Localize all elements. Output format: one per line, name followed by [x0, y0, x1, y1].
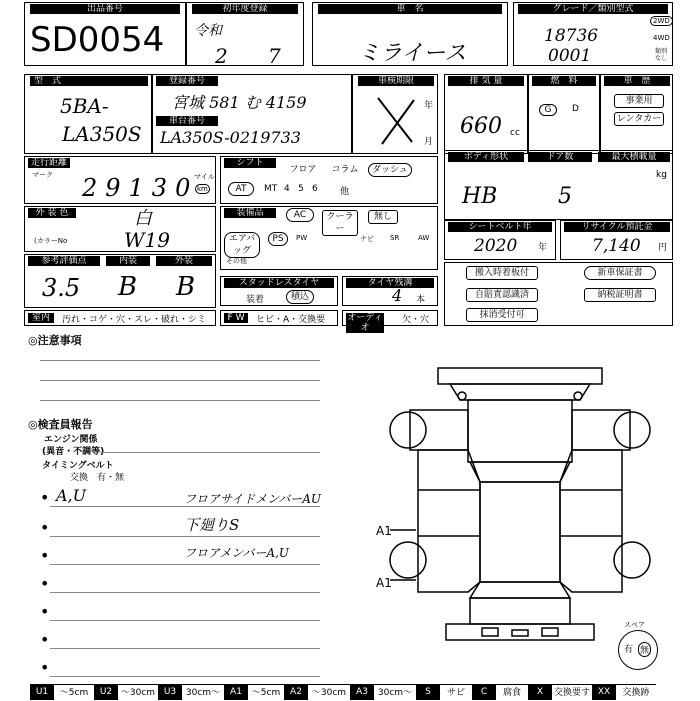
- legend-value: 交換跡: [616, 684, 656, 700]
- doc-insurance: 自賠責認識済: [466, 288, 538, 302]
- tread-label: タイヤ残溝: [346, 278, 434, 288]
- legend-key: S: [416, 684, 440, 700]
- shift-other: 他: [340, 187, 350, 197]
- legend-key: U1: [30, 684, 54, 700]
- doc-plate: 搬入時着板付: [466, 266, 538, 280]
- fw-label: F W: [224, 313, 248, 323]
- reg-value: 宮城 581 む 4159: [172, 93, 307, 112]
- first-reg-month: 7: [268, 44, 281, 68]
- studless-loaded: 積込: [286, 290, 314, 304]
- equip-ac: AC: [286, 208, 314, 222]
- eval-label: 参考評価点: [28, 256, 100, 266]
- first-reg-year: 2: [215, 44, 228, 68]
- legend-key: X: [528, 684, 552, 700]
- report-engine-sub: (異音・不調等): [42, 447, 105, 457]
- chassis-label: 車台番号: [156, 116, 218, 126]
- legend-value: サビ: [440, 684, 472, 700]
- report-timing-sub: 交換 有・無: [70, 473, 125, 483]
- displacement-value: 660: [460, 114, 502, 139]
- inspection-label: 車検期限: [358, 76, 434, 86]
- room-items: 汚れ・コゲ・穴・スレ・破れ・シミ: [62, 315, 207, 325]
- recycle-value: 7,140: [592, 236, 641, 256]
- report-label: ◎検査員報告: [28, 418, 93, 431]
- shift-6: 6: [312, 184, 318, 194]
- shift-mt: MT: [264, 184, 278, 194]
- legend-value: 腐食: [496, 684, 528, 700]
- equip-none: 無し: [368, 210, 398, 224]
- fuel-g: G: [539, 104, 557, 116]
- legend-value: 〜5cm: [54, 684, 94, 700]
- recycle-label: リサイクル預託金: [564, 222, 670, 232]
- legend-key: A2: [284, 684, 308, 700]
- first-reg-era: 令和: [194, 23, 222, 39]
- mileage-label: 走行距離: [28, 158, 70, 168]
- exterior-value: B: [176, 272, 196, 302]
- interior-value: B: [118, 272, 138, 302]
- equip-aw: AW: [418, 234, 430, 242]
- shift-at: AT: [228, 182, 254, 196]
- spare-yes: 有: [624, 645, 634, 655]
- fuel-d: D: [572, 104, 579, 114]
- legend-value: 〜30cm: [118, 684, 158, 700]
- drive-2wd: 2WD: [650, 16, 673, 26]
- reg-label: 登録番号: [156, 76, 218, 86]
- recycle-unit: 円: [658, 243, 668, 253]
- legend-key: A3: [350, 684, 374, 700]
- chassis-value: LA350S-0219733: [160, 128, 301, 147]
- first-reg-label: 初年度登録: [192, 4, 298, 14]
- legend-key: U3: [158, 684, 182, 700]
- legend-key: U2: [94, 684, 118, 700]
- audio-items: 欠・穴: [402, 315, 430, 325]
- mileage-mark: マーク: [32, 171, 53, 179]
- equip-pw: PW: [296, 234, 308, 242]
- shift-floor: フロア: [289, 165, 317, 175]
- color-label: 外 装 色: [28, 208, 76, 218]
- mileage-digits: 29130: [82, 174, 199, 202]
- car-name-label: 車 名: [318, 4, 502, 14]
- legend-value: 〜5cm: [248, 684, 284, 700]
- doc-cancel: 抹消受付可: [466, 308, 538, 322]
- equip-cooler: クーラー: [322, 210, 358, 236]
- legend-value: 30cm〜: [182, 684, 224, 700]
- lot-number: SD0054: [30, 20, 165, 60]
- report-line-1: A,U: [56, 486, 87, 505]
- doc-warranty: 新車保証書: [584, 266, 656, 280]
- car-name-value: ミライース: [358, 41, 467, 66]
- damage-mark-2: A1: [376, 576, 392, 590]
- car-body-diagram: [370, 360, 670, 660]
- legend-value: 30cm〜: [374, 684, 416, 700]
- color-code: W19: [124, 228, 171, 252]
- report-engine: エンジン関係: [44, 435, 98, 445]
- report-line-3: 下廻りS: [184, 516, 240, 534]
- capacity-unit: kg: [656, 170, 667, 180]
- model-label: 型 式: [30, 76, 148, 86]
- audio-label: オーディオ: [347, 313, 383, 333]
- body-label: ボディ形状: [448, 152, 524, 162]
- lot-label: 出品番号: [30, 4, 180, 14]
- fuel-label: 燃 料: [532, 76, 596, 86]
- grade-value-1: 18736: [544, 26, 599, 46]
- room-label: 室内: [28, 313, 54, 323]
- shift-4: 4: [284, 184, 290, 194]
- exterior-label: 外装: [156, 256, 212, 266]
- legend-key: A1: [224, 684, 248, 700]
- studless-label: スタッドレスタイヤ: [224, 278, 334, 288]
- capacity-label: 最大積載量: [598, 152, 670, 162]
- eval-value: 3.5: [42, 274, 81, 302]
- equip-navi: ナビ: [360, 235, 374, 243]
- legend-key: C: [472, 684, 496, 700]
- body-value: HB: [462, 184, 498, 209]
- history-rental: レンタカー: [614, 112, 664, 126]
- equip-label: 装備品: [224, 208, 276, 218]
- report-timing: タイミングベルト: [42, 461, 114, 471]
- grade-label: グレード／類別型式: [518, 4, 668, 14]
- legend-key: XX: [592, 684, 616, 700]
- studless-mounted: 装着: [246, 295, 265, 305]
- equip-sr: SR: [390, 234, 400, 242]
- shift-column: コラム: [331, 165, 359, 175]
- notes-label: ◎注意事項: [28, 334, 82, 347]
- doors-label: ドア数: [528, 152, 592, 162]
- equip-ps: PS: [268, 232, 288, 246]
- interior-label: 内装: [106, 256, 150, 266]
- inspection-month: 月: [424, 137, 434, 147]
- tread-unit: 本: [416, 295, 426, 305]
- equip-other: その他: [226, 257, 247, 265]
- mileage-km: km: [197, 185, 208, 193]
- doc-tax: 納税証明書: [584, 288, 656, 302]
- report-line-2: フロアサイドメンバーAU: [184, 492, 321, 506]
- color-code-label: (カラーNo: [34, 237, 68, 245]
- grade-value-2: 0001: [548, 46, 592, 66]
- shift-5: 5: [298, 184, 304, 194]
- history-business: 事業用: [614, 94, 664, 108]
- legend-value: 〜30cm: [308, 684, 350, 700]
- legend-value: 交換要す: [552, 684, 592, 700]
- belt-label: シートベルト年: [448, 222, 552, 232]
- model-line-1: 5BA-: [60, 94, 109, 118]
- spare-no: 無: [638, 642, 651, 657]
- fw-items: ヒビ・A・交換要: [256, 315, 326, 325]
- drive-4wd: 4WD: [653, 34, 670, 42]
- belt-value: 2020: [474, 236, 518, 256]
- shift-dash: ダッシュ: [368, 163, 412, 177]
- belt-unit: 年: [538, 243, 548, 253]
- shift-label: シフト: [224, 158, 276, 168]
- damage-mark-1: A1: [376, 524, 392, 538]
- model-line-2: LA350S: [62, 122, 142, 146]
- report-line-4: フロアメンバーA,U: [184, 546, 290, 560]
- mileage-mile: マイル: [194, 173, 215, 181]
- inspection-year: 年: [424, 101, 434, 111]
- doors-value: 5: [558, 184, 572, 209]
- equip-airbag: エアバッグ: [224, 232, 260, 258]
- spare-label: スペア: [624, 621, 645, 629]
- inspection-cross-mark: [372, 94, 418, 146]
- color-value: 白: [134, 208, 152, 229]
- history-label: 車 歴: [604, 76, 670, 86]
- drive-none: 類別なし: [655, 48, 668, 62]
- displacement-unit: cc: [510, 128, 520, 138]
- displacement-label: 排 気 量: [448, 76, 524, 86]
- fuel-box: [528, 74, 600, 154]
- tread-value: 4: [392, 286, 403, 305]
